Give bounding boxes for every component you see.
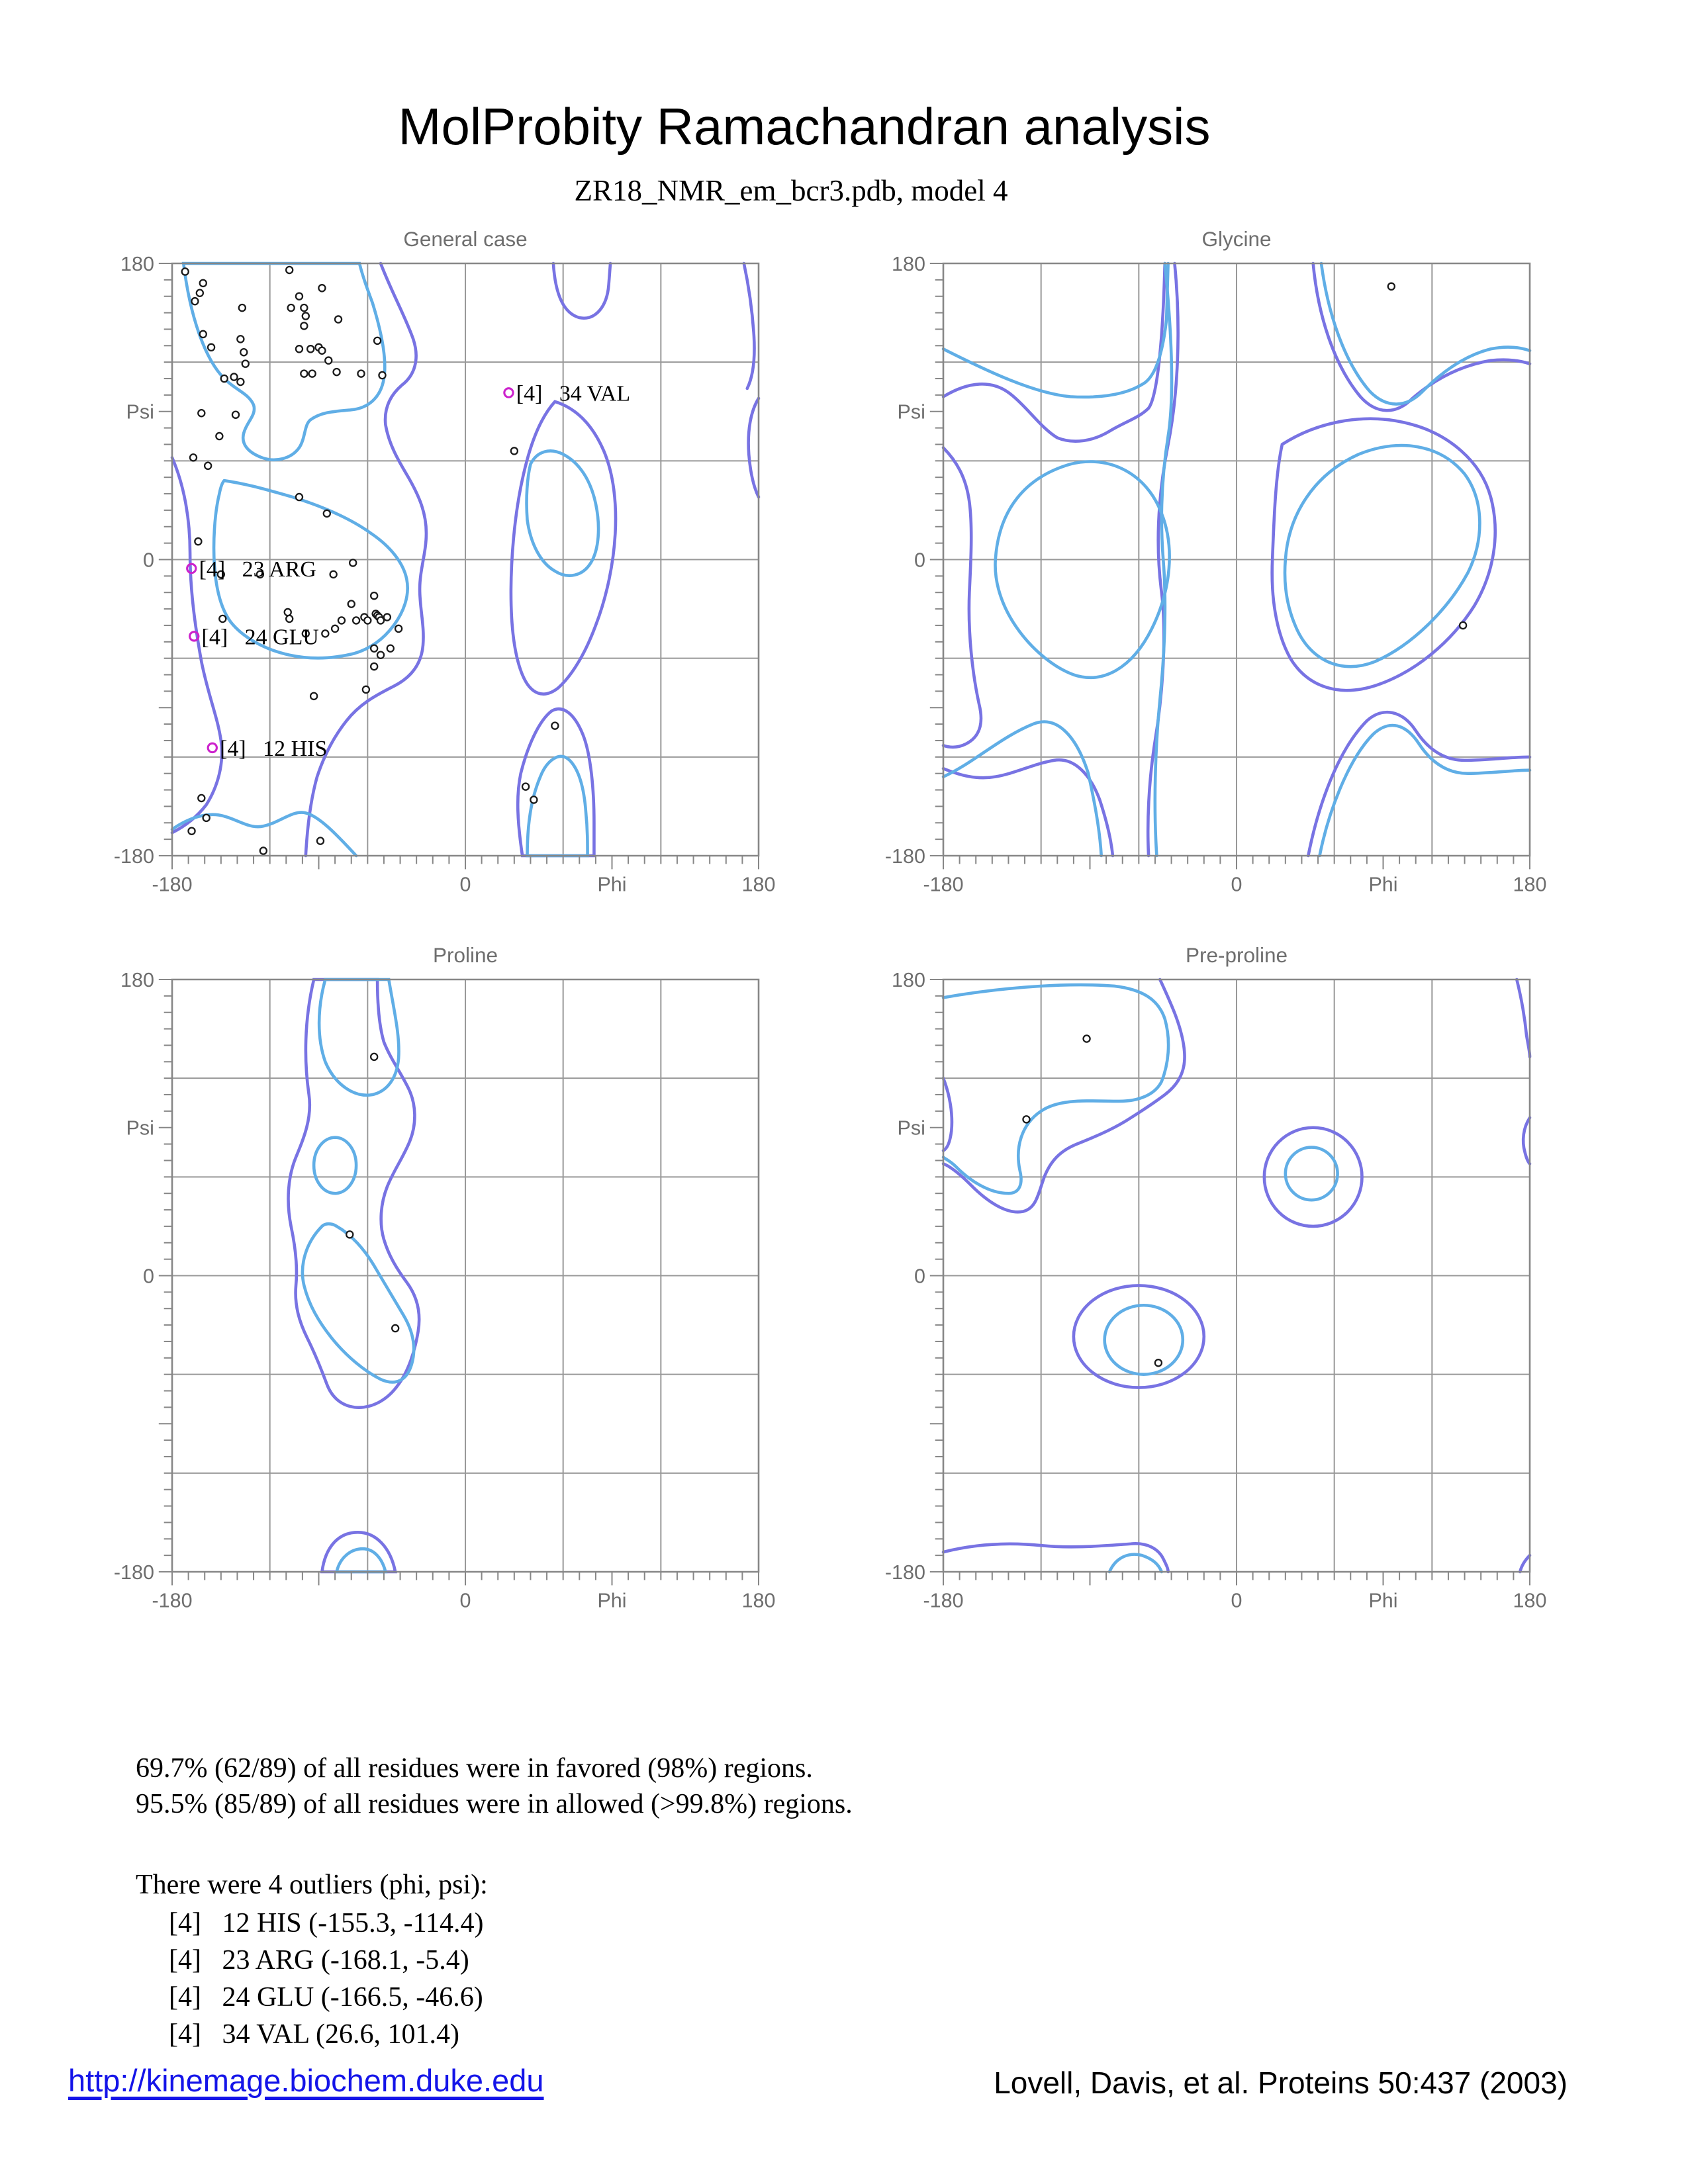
- residue-point: [322, 630, 328, 637]
- residue-point: [511, 447, 518, 454]
- residue-point: [219, 615, 226, 622]
- data-points: [1023, 1035, 1161, 1366]
- axis-labels: [114, 969, 776, 1612]
- citation: Lovell, Davis, et al. Proteins 50:437 (2003): [994, 2066, 1568, 2100]
- gridlines: [943, 979, 1530, 1572]
- y-axis-label: 180: [892, 968, 925, 991]
- residue-point: [395, 625, 402, 632]
- page-subtitle: ZR18_NMR_em_bcr3.pdb, model 4: [574, 174, 1008, 207]
- x-axis-label: Phi: [597, 1589, 627, 1612]
- residue-point: [1460, 622, 1466, 629]
- residue-point: [317, 838, 324, 844]
- residue-point: [1155, 1359, 1162, 1366]
- x-axis-label: 180: [741, 1589, 776, 1612]
- favored-contours: [943, 985, 1338, 1572]
- residue-point: [232, 412, 239, 418]
- outlier-point: [504, 388, 513, 397]
- residue-point: [377, 617, 384, 623]
- x-axis-label: -180: [923, 873, 964, 896]
- residue-point: [522, 783, 529, 790]
- residue-point: [350, 559, 356, 566]
- residue-point: [1084, 1035, 1090, 1042]
- residue-point: [371, 663, 377, 670]
- residue-point: [182, 268, 189, 275]
- residue-point: [324, 510, 330, 517]
- x-axis-label: Phi: [1368, 1589, 1398, 1612]
- residue-point: [551, 723, 558, 729]
- residue-point: [237, 336, 244, 342]
- residue-point: [221, 375, 228, 382]
- y-axis-label: 180: [120, 968, 154, 991]
- residue-point: [198, 795, 205, 801]
- ramachandran-plot-glycine: [884, 226, 1547, 896]
- residue-point: [338, 617, 345, 623]
- y-axis-label: -180: [884, 1561, 925, 1584]
- residue-point: [371, 645, 377, 652]
- residue-point: [301, 322, 307, 329]
- residue-point: [296, 293, 303, 300]
- residue-point: [191, 298, 198, 304]
- x-axis-label: -180: [923, 1589, 964, 1612]
- allowed-stat: 95.5% (85/89) of all residues were in allowed (>99.8%) regions.: [136, 1789, 853, 1819]
- data-points: [1388, 283, 1466, 629]
- residue-point: [205, 463, 211, 469]
- plot-canvas: [113, 942, 776, 1612]
- residue-point: [346, 1231, 353, 1238]
- outlier-label: [4] 23 ARG: [199, 557, 316, 582]
- residue-point: [310, 693, 317, 700]
- axis-ticks: [930, 979, 1530, 1585]
- residue-point: [363, 686, 369, 693]
- plot-title: Glycine: [1201, 226, 1272, 251]
- summary-stats: [136, 1751, 853, 1822]
- residue-point: [200, 331, 207, 338]
- outlier-item: [4] 34 VAL (26.6, 101.4): [169, 2019, 460, 2050]
- axis-labels: [885, 253, 1547, 896]
- x-axis-label: -180: [152, 873, 193, 896]
- residue-point: [307, 345, 314, 352]
- residue-point: [296, 494, 303, 500]
- y-axis-label: Psi: [897, 400, 925, 424]
- plot-canvas: [113, 226, 776, 896]
- outlier-item: [4] 24 GLU (-166.5, -46.6): [169, 1982, 483, 2013]
- residue-point: [190, 454, 197, 461]
- plot-canvas: [884, 226, 1547, 896]
- residue-point: [301, 304, 307, 311]
- residue-point: [301, 370, 307, 377]
- residue-point: [325, 357, 332, 364]
- residue-point: [242, 361, 249, 367]
- y-axis-label: Psi: [126, 1116, 154, 1140]
- residue-point: [1388, 283, 1395, 290]
- axis-ticks: [930, 263, 1530, 869]
- residue-point: [357, 370, 364, 377]
- gridlines: [172, 979, 759, 1572]
- residue-point: [239, 304, 246, 311]
- y-axis-label: Psi: [126, 400, 154, 424]
- residue-point: [237, 379, 244, 385]
- y-axis-label: -180: [113, 1561, 154, 1584]
- residue-point: [188, 828, 195, 835]
- residue-point: [318, 347, 325, 354]
- residue-point: [230, 373, 237, 380]
- y-axis-label: 0: [142, 1265, 154, 1288]
- y-axis-label: -180: [884, 844, 925, 868]
- x-axis-label: 0: [459, 873, 471, 896]
- residue-point: [377, 652, 384, 659]
- residue-point: [286, 615, 293, 622]
- x-axis-label: 180: [741, 873, 776, 896]
- residue-point: [392, 1325, 399, 1332]
- residue-point: [208, 344, 214, 351]
- y-axis-label: 0: [914, 549, 925, 572]
- residue-point: [288, 304, 295, 311]
- residue-point: [285, 609, 291, 615]
- residue-point: [335, 316, 342, 322]
- residue-point: [371, 1054, 377, 1060]
- residue-point: [364, 617, 371, 623]
- residue-point: [353, 617, 359, 623]
- plot-title: Proline: [432, 942, 498, 967]
- ramachandran-plot-general-case: [113, 226, 776, 896]
- outlier-label: [4] 12 HIS: [220, 736, 328, 761]
- residue-point: [379, 372, 385, 379]
- outlier-list: [169, 1905, 484, 2053]
- residue-point: [318, 285, 325, 291]
- residue-point: [200, 280, 207, 287]
- residue-point: [309, 370, 316, 377]
- residue-point: [260, 847, 267, 854]
- outlier-label: [4] 34 VAL: [516, 381, 631, 406]
- residue-point: [334, 369, 340, 375]
- y-axis-label: 0: [914, 1265, 925, 1288]
- x-axis-label: 0: [1231, 873, 1243, 896]
- outlier-item: [4] 23 ARG (-168.1, -5.4): [169, 1945, 469, 1976]
- y-axis-label: 180: [892, 252, 925, 275]
- x-axis-label: -180: [152, 1589, 193, 1612]
- y-axis-label: -180: [113, 844, 154, 868]
- x-axis-label: Phi: [597, 873, 627, 896]
- plot-title: Pre-proline: [1185, 942, 1288, 967]
- residue-point: [371, 592, 377, 599]
- residue-point: [332, 625, 338, 632]
- y-axis-label: 180: [120, 252, 154, 275]
- kinemage-link[interactable]: http://kinemage.biochem.duke.edu: [68, 2063, 544, 2098]
- x-axis-label: 0: [1231, 1589, 1243, 1612]
- residue-point: [195, 538, 201, 545]
- residue-point: [216, 433, 222, 439]
- plot-canvas: [884, 942, 1547, 1612]
- residue-point: [348, 601, 355, 608]
- outlier-label: [4] 24 GLU: [201, 625, 319, 650]
- residue-point: [384, 614, 391, 620]
- residue-point: [203, 815, 210, 821]
- residue-point: [197, 290, 203, 296]
- y-axis-label: Psi: [897, 1116, 925, 1140]
- x-axis-label: 0: [459, 1589, 471, 1612]
- residue-point: [387, 645, 394, 652]
- favored-stat: 69.7% (62/89) of all residues were in favored (98%) regions.: [136, 1753, 813, 1784]
- residue-point: [296, 345, 303, 352]
- ramachandran-plot-pre-proline: [884, 942, 1547, 1612]
- residue-point: [198, 410, 205, 416]
- axis-ticks: [159, 979, 759, 1585]
- residue-point: [240, 349, 247, 355]
- outlier-item: [4] 12 HIS (-155.3, -114.4): [169, 1908, 484, 1938]
- outlier-point: [208, 743, 216, 752]
- residue-point: [530, 796, 537, 803]
- page-title: MolProbity Ramachandran analysis: [398, 97, 1211, 156]
- residue-point: [1023, 1116, 1029, 1122]
- outlier-header: There were 4 outliers (phi, psi):: [136, 1870, 488, 1900]
- residue-point: [374, 338, 381, 344]
- y-axis-label: 0: [142, 549, 154, 572]
- residue-point: [330, 571, 337, 578]
- x-axis-label: Phi: [1368, 873, 1398, 896]
- ramachandran-plot-proline: [113, 942, 776, 1612]
- axis-labels: [885, 969, 1547, 1612]
- residue-point: [303, 312, 309, 319]
- x-axis-label: 180: [1513, 873, 1547, 896]
- x-axis-label: 180: [1513, 1589, 1547, 1612]
- plot-title: General case: [403, 226, 528, 251]
- residue-point: [286, 267, 293, 273]
